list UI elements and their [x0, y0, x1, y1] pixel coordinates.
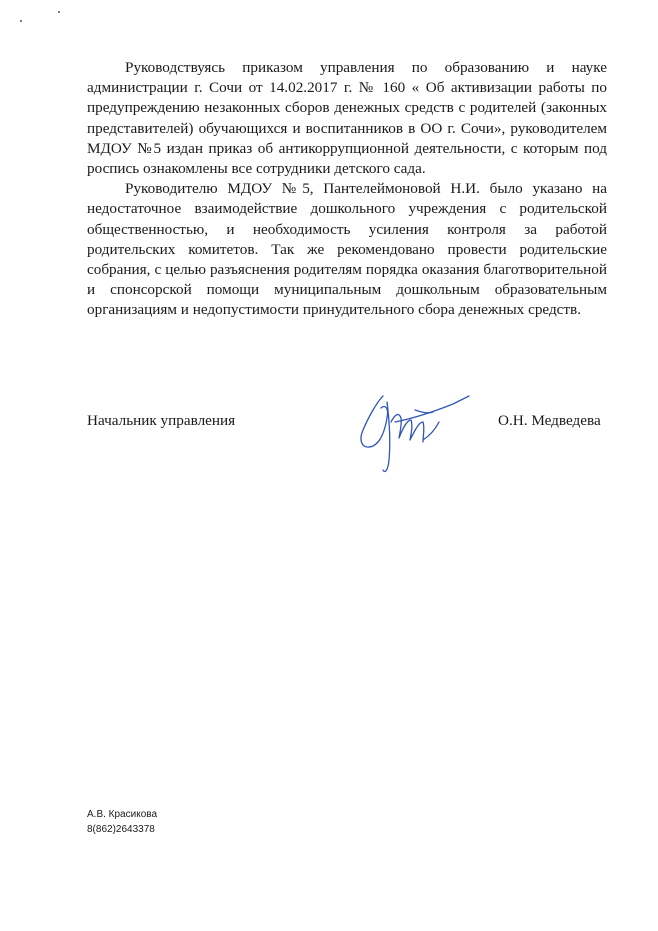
signer-position: Начальник управления — [87, 412, 236, 429]
paragraph-order-reference: Руководствуясь приказом управления по образованию и науке администрации г. Сочи от 14.02.2017 г. № 160 « Об активизации работы по предупреждению незаконных сборов денежных средств с родителей (законных представителей) обучающихся и воспитанников в ОО г. Сочи», руководителем МДОУ №5 издан приказ об антикоррупционной деятельности, с которым под роспись ознакомлены все сотрудники детского сада. — [87, 59, 607, 178]
scan-speck — [20, 20, 22, 22]
executor-footer — [87, 807, 157, 837]
paragraph-recommendations: Руководителю МДОУ №5, Пантелеймоновой Н.И. было указано на недостаточное взаимодействие дошкольного учреждения с родительской общественностью, и необходимость усиления контроля за работой родительских комитетов. Так же рекомендовано провести родительские собрания, с целью разъяснения родителям порядка оказания благотворительной и спонсорской помощи муниципальным дошкольным образовательным организациям и недопустимости принудительного сбора денежных средств. — [87, 180, 607, 319]
executor-phone: 8(862)2643378 — [87, 824, 155, 835]
document-body — [87, 58, 607, 321]
scan-speck — [58, 11, 60, 13]
signer-name: О.Н. Медведева — [498, 412, 601, 429]
handwritten-signature — [355, 388, 475, 480]
executor-name: А.В. Красикова — [87, 809, 158, 820]
